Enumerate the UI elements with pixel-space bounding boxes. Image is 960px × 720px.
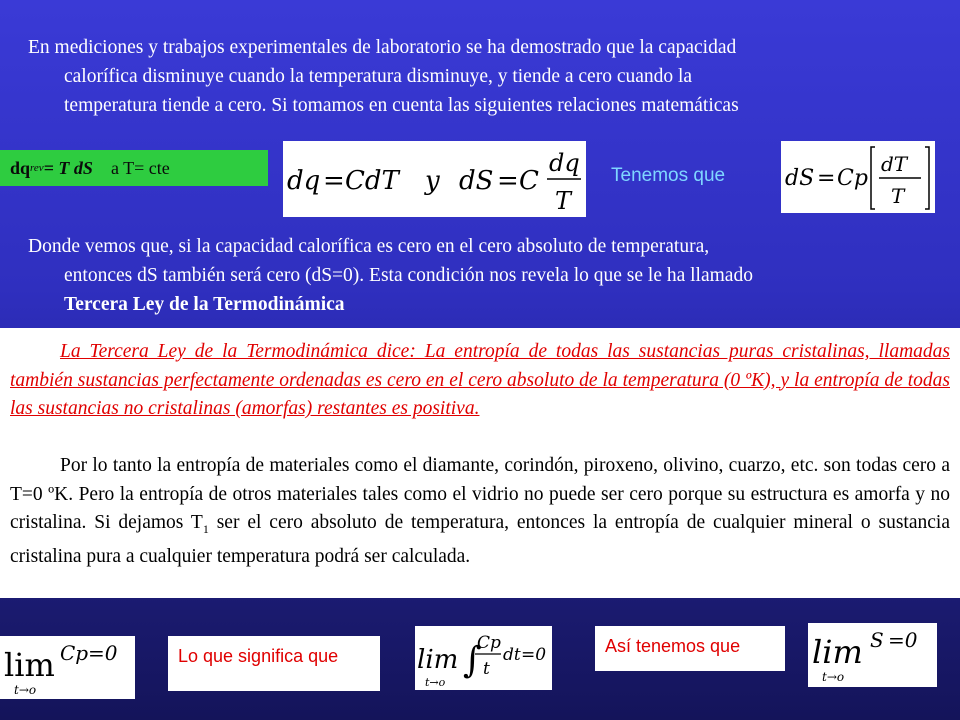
relation-condition: a T= cte	[110, 157, 170, 178]
svg-text:dT: dT	[881, 152, 908, 176]
relation-box	[0, 150, 268, 186]
svg-text:=: =	[323, 166, 345, 196]
donde-line-2: entonces dS también será cero (dS=0). Esta condición nos revela lo que se le ha llamado	[64, 265, 753, 286]
conclusion-text-a: Por lo tanto la entropía de materiales como el diamante, corindón, piroxeno, olivino, cuarzo, etc. son todas cero a T=0 ºK. Pero la entropía de otros materiales tales como el vidrio no puede ser cero porque su estructura es amorfa y no cristalina. Si dejamos T	[10, 455, 950, 533]
svg-text:dS: dS	[459, 166, 494, 196]
equation-lim-integral	[415, 626, 552, 690]
svg-text:dq: dq	[549, 149, 580, 177]
svg-text:=0: =0	[888, 628, 918, 652]
relation-equals: = T dS	[43, 157, 93, 178]
equation-lim-s-graphic	[808, 623, 937, 687]
conclusion-text-b: ser el cero absoluto de temperatura, entonces la entropía de cualquier mineral o sustancia cristalina pura a cualquier temperatura podrá ser calculada.	[10, 512, 950, 568]
svg-text:=: =	[817, 166, 836, 191]
equation-lim-integral-graphic	[415, 626, 552, 690]
donde-line-1: Donde vemos que, si la capacidad calorífica es cero en el cero absoluto de temperatura,	[28, 236, 710, 257]
svg-text:y: y	[425, 166, 440, 196]
svg-text:∫: ∫	[463, 640, 482, 681]
svg-text:Cp: Cp	[837, 166, 868, 191]
svg-text:dS: dS	[785, 166, 815, 191]
svg-text:=0: =0	[88, 641, 118, 665]
equation-ds-cp-graphic	[781, 141, 935, 213]
intro-line-1: En mediciones y trabajos experimentales de laboratorio se ha demostrado que la capacidad	[28, 37, 737, 58]
lo-que-significa-label: Lo que significa que	[168, 636, 380, 691]
asi-tenemos-label: Así tenemos que	[595, 626, 785, 671]
relation-prefix: dq	[10, 157, 31, 178]
intro-line-3: temperatura tiende a cero. Si tomamos en cuenta las siguientes relaciones matemáticas	[64, 95, 739, 116]
equation-ds-cp	[781, 141, 935, 213]
svg-text:C: C	[519, 166, 539, 196]
svg-text:S: S	[870, 628, 884, 652]
equation-lim-s	[808, 623, 937, 687]
conclusion-paragraph	[10, 452, 950, 572]
svg-text:T: T	[555, 187, 572, 215]
svg-text:T: T	[891, 184, 905, 208]
relation-subscript: rev	[30, 162, 44, 174]
svg-text:t→o: t→o	[14, 683, 37, 697]
equation-lim-cp	[0, 636, 135, 699]
donde-paragraph	[28, 232, 948, 319]
svg-text:t→o: t→o	[822, 670, 845, 684]
svg-text:dt: dt	[503, 645, 521, 665]
svg-text:lim: lim	[417, 645, 459, 675]
svg-text:Cp: Cp	[477, 633, 501, 653]
conclusion-subscript: 1	[202, 521, 209, 536]
third-law-statement: La Tercera Ley de la Termodinámica dice: La entropía de todas las sustancias puras cristalinas, llamadas también sustancias perfectamente ordenadas es cero en el cero absoluto de la temperatura (0 ºK), y la entropía de todas las sustancias no cristalinas (amorfas) restantes es positiva.	[10, 341, 950, 419]
equation-dq-ds-graphic	[283, 141, 586, 217]
svg-text:CdT: CdT	[345, 166, 399, 196]
svg-text:t→o: t→o	[425, 676, 446, 689]
svg-text:lim: lim	[4, 646, 55, 684]
tenemos-que-label: Tenemos que	[611, 165, 726, 186]
equation-dq-ds	[283, 141, 586, 217]
intro-paragraph	[28, 33, 948, 120]
svg-text:Cp: Cp	[60, 641, 89, 665]
svg-text:dq: dq	[287, 166, 321, 196]
svg-text:=0: =0	[521, 645, 547, 665]
svg-text:=: =	[497, 166, 519, 196]
equation-lim-cp-graphic	[0, 636, 135, 699]
svg-text:t: t	[483, 659, 490, 679]
intro-line-2: calorífica disminuye cuando la temperatura disminuye, y tiende a cero cuando la	[64, 66, 693, 87]
svg-text:lim: lim	[812, 633, 863, 671]
donde-line-3: Tercera Ley de la Termodinámica	[64, 294, 345, 315]
